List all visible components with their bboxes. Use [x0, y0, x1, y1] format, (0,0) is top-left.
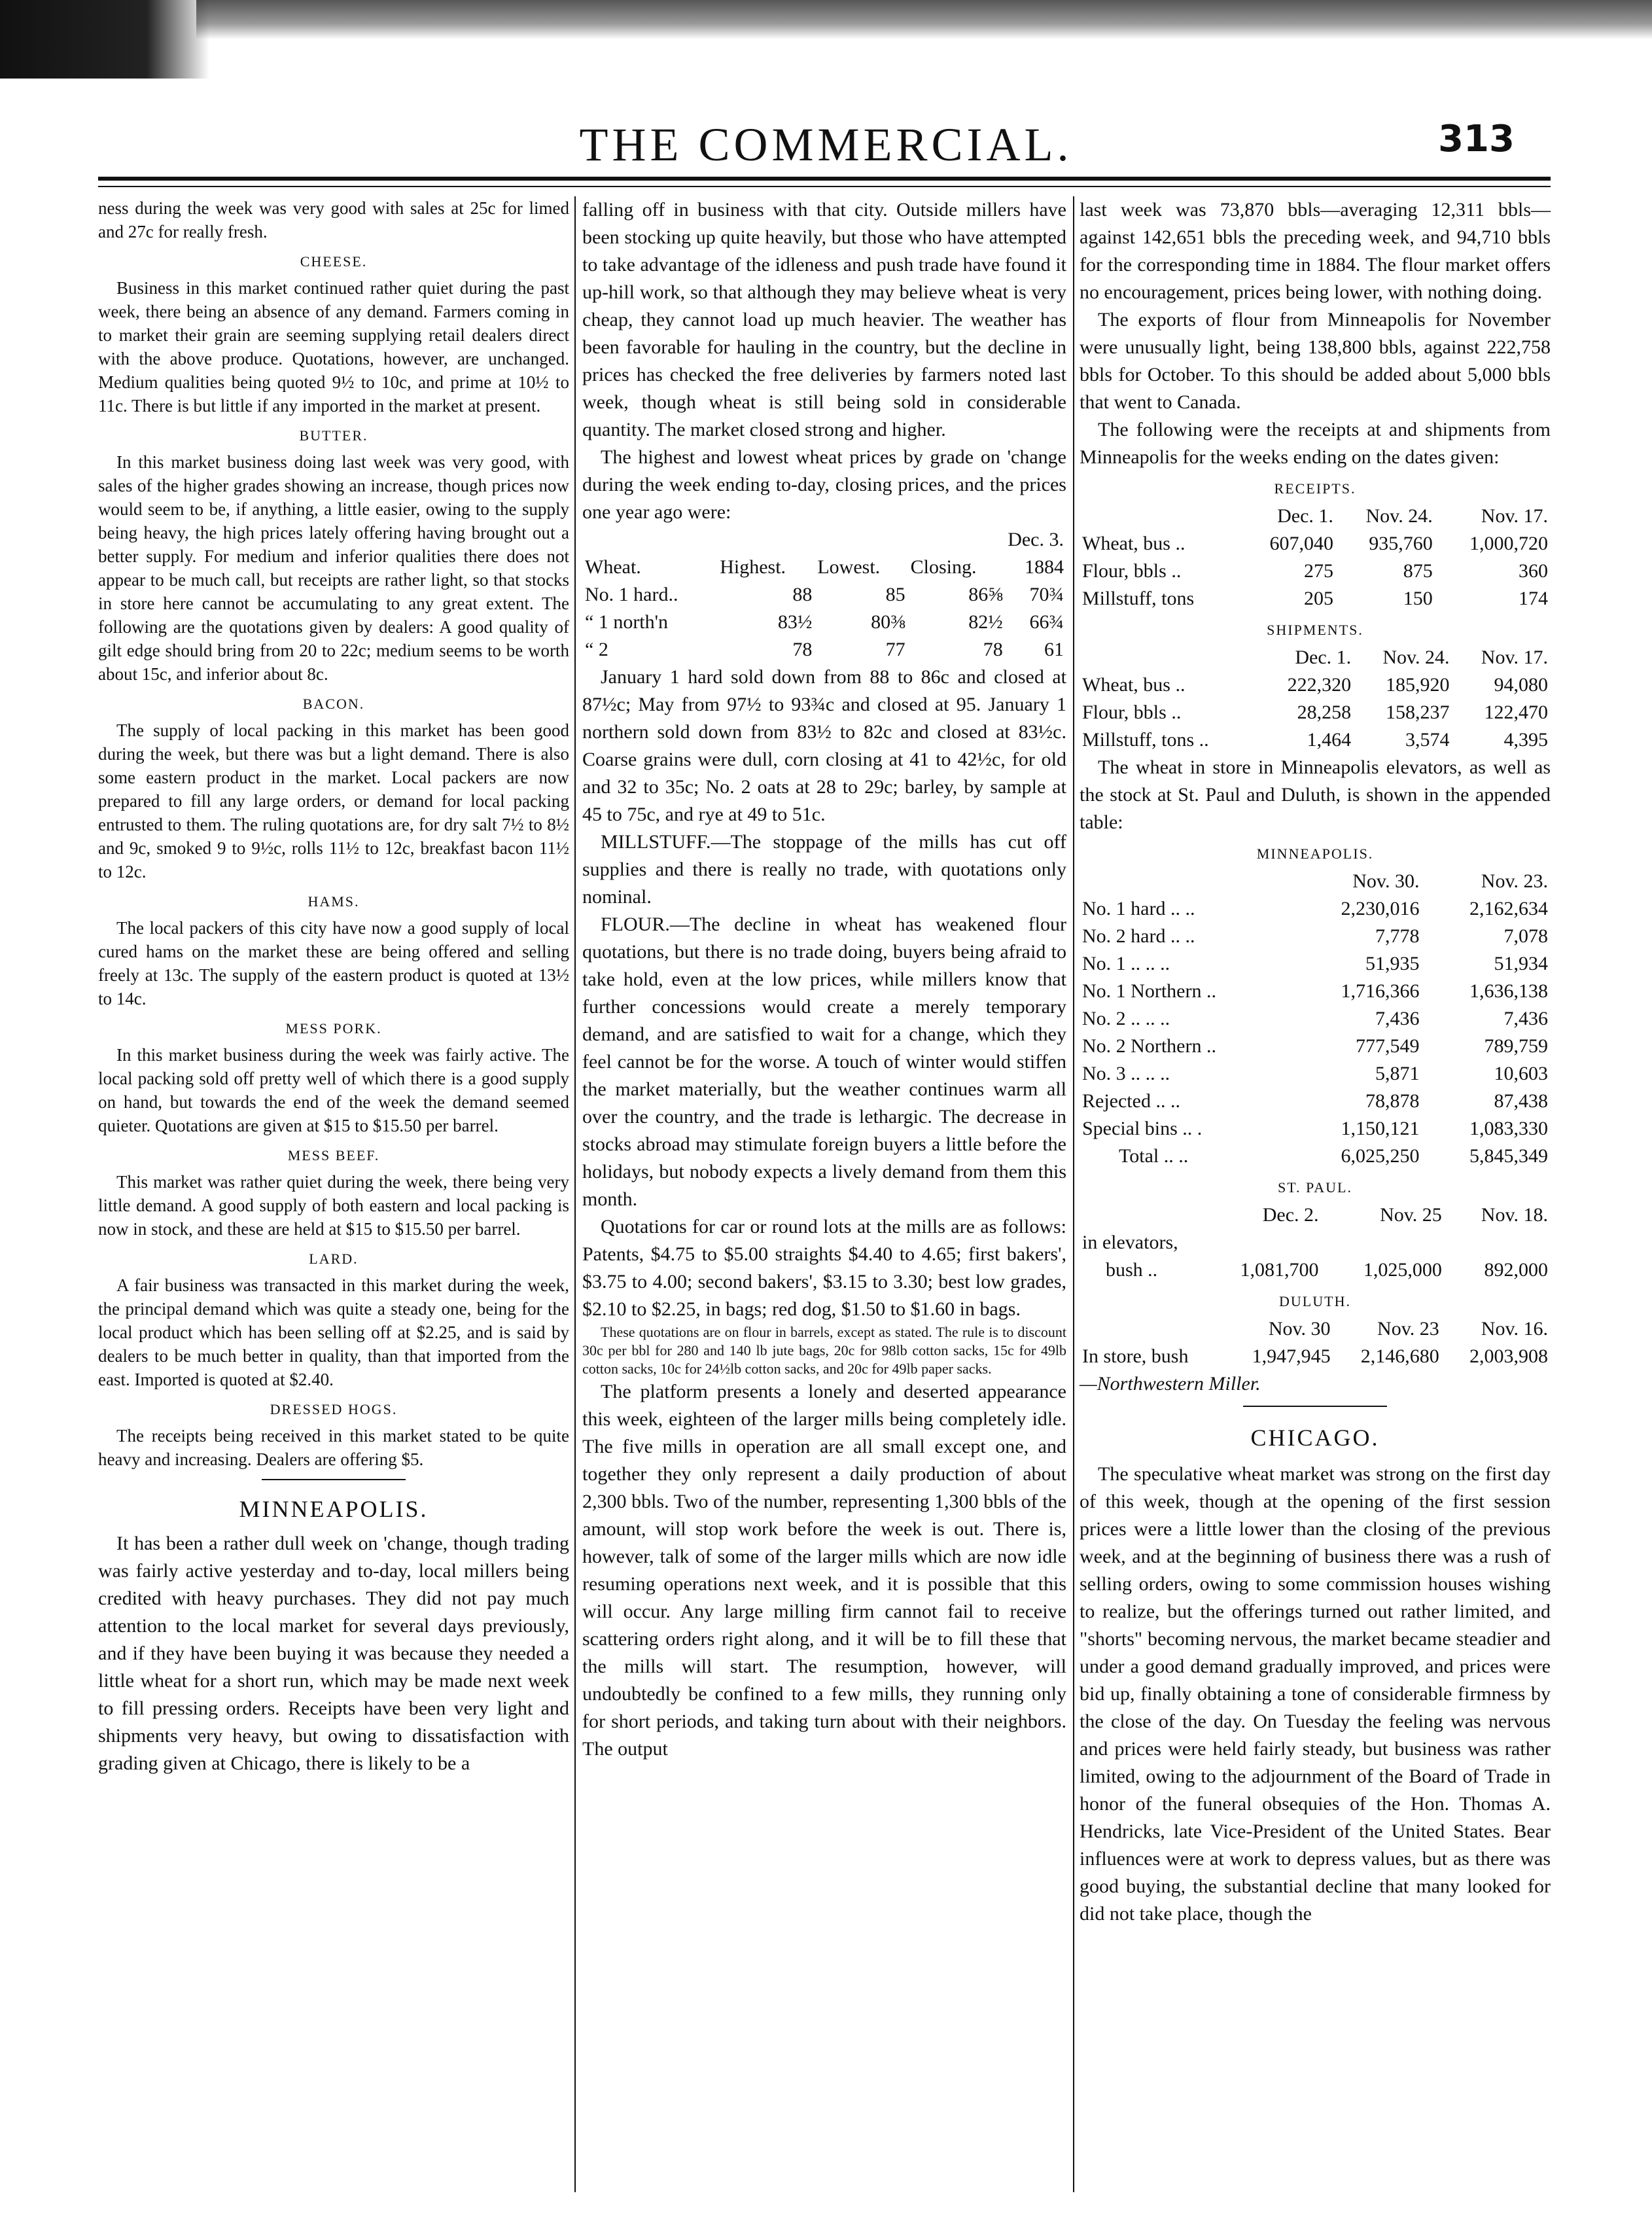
- paragraph: The highest and lowest wheat prices by grade on 'change during the week ending to-day, closing prices, and the prices one year ago were:: [582, 446, 1066, 523]
- section-rule: [262, 1479, 406, 1480]
- paragraph: It has been a rather dull week on 'change, though trading was fairly active yesterday and to-day, local millers being credited with heavy purchases. They did not pay much attention to the local market for several days previously, and if they have been buying it was because they needed a little wheat for a short run, which may be made next week to fill pressing orders. Receipts have been very light and shipments very heavy, but owing to dissatisfaction with grading given at Chicago, there is likely to be a: [98, 1533, 569, 1774]
- table-row: [1080, 699, 1551, 726]
- table-cell: 1,081,700: [1240, 1259, 1319, 1281]
- table-title: SHIPMENTS.: [1267, 622, 1363, 638]
- table-cell: 70¾: [1029, 584, 1064, 605]
- table-row: [1080, 585, 1551, 613]
- column-divider: [574, 196, 576, 2192]
- table-header: Nov. 30: [1268, 1318, 1331, 1340]
- table-cell: Wheat, bus ..: [1082, 533, 1186, 554]
- table-cell: 2,003,908: [1469, 1345, 1548, 1367]
- section-rule: [1243, 1406, 1387, 1407]
- header-rule-thin: [98, 186, 1551, 187]
- table-cell: “ 1 north'n: [585, 611, 669, 633]
- table-cell: 7,078: [1503, 925, 1548, 947]
- page-title: THE COMMERCIAL.: [579, 118, 1073, 171]
- paragraph: The speculative wheat market was strong on the first day of this week, though at the opening of the first session prices were a little lower than the closing of the previous week, and at the beginning of business there was a rush of selling orders, owing to some commission houses wishing to realize, but the offerings turned out rather limited, and "shorts" becoming nervous, the market became steadier and under a good demand gradually improved, and prices were bid up, finally obtaining a tone of considerable firmness by the close of the day. On Tuesday the feeling was nervous and prices were held fairly steady, but business was rather limited, owing to the adjournment of the Board of Trade in honor of the funeral obsequies of the Hon. Thomas A. Hendricks, late Vice-President of the United States. Bear influences were at work to depress values, but as there was good buying, the substantial decline that many looked for did not take place, though the: [1080, 1463, 1551, 1925]
- paragraph: The following were the receipts at and shipments from Minneapolis for the weeks ending on the dates given:: [1080, 419, 1551, 468]
- duluth-table: [1080, 1315, 1551, 1370]
- table-row: [1080, 1115, 1551, 1143]
- table-cell: “ 2: [585, 639, 608, 660]
- paragraph: This market was rather quiet during the week, there being very little demand. A good supply of both eastern and local packing is now in stock, and these are held at $15 to $15.50 per barrel.: [98, 1172, 569, 1239]
- table-cell: 1,000,720: [1469, 533, 1548, 554]
- table-cell: 66¾: [1029, 611, 1064, 633]
- page-number: 313: [1438, 118, 1515, 160]
- table-cell: No. 3 .. .. ..: [1082, 1063, 1170, 1084]
- table-header: Dec. 1.: [1295, 647, 1352, 668]
- receipts-table: [1080, 503, 1551, 613]
- table-cell: 1,947,945: [1252, 1345, 1331, 1367]
- table-cell: bush ..: [1106, 1259, 1158, 1281]
- table-cell: 1,716,366: [1341, 980, 1420, 1002]
- table-row: [582, 636, 1066, 664]
- section-heading: BUTTER.: [299, 427, 368, 444]
- column-divider: [1073, 196, 1074, 2192]
- table-cell: No. 1 .. .. ..: [1082, 953, 1170, 974]
- table-cell: Total .. ..: [1119, 1145, 1189, 1167]
- table-header: Nov. 24.: [1382, 647, 1450, 668]
- table-cell: No. 1 hard .. ..: [1082, 898, 1195, 919]
- section-heading: DRESSED HOGS.: [270, 1401, 398, 1417]
- table-header: Nov. 23: [1377, 1318, 1439, 1340]
- source-credit: —Northwestern Miller.: [1080, 1373, 1261, 1395]
- paragraph: January 1 hard sold down from 88 to 86c and closed at 87½c; May from 97½ to 93¾c and closed at 95. January 1 northern sold down from 83½ to 82c and closed at 83½c. Coarse grains were dull, corn closing at 41 to 42½c, for old and 32 to 35c; No. 2 oats at 28 to 29c; barley, by sample at 45 to 75c, and rye at 49 to 51c.: [582, 666, 1066, 825]
- table-cell: In store, bush: [1082, 1345, 1189, 1367]
- table-row: [1080, 1005, 1551, 1033]
- table-header: 1884: [1025, 556, 1064, 578]
- table-row: [1080, 1343, 1551, 1370]
- paragraph: FLOUR.—The decline in wheat has weakened flour quotations, but there is no trade doing, buyers being afraid to take hold, even at the low prices, while millers know that further concessions would create a merely temporary demand, and are satisfied to wait for a change, which they feel cannot be for the worse. A touch of winter would stiffen the market materially, but the weather continues warm all over the country, and the trade is lethargic. The decrease in stocks abroad may stimulate foreign buyers a little before the holidays, but nobody expects a lively demand from them this month.: [582, 914, 1066, 1210]
- table-cell: 2,230,016: [1341, 898, 1420, 919]
- table-cell: 892,000: [1484, 1259, 1548, 1281]
- table-cell: 87,438: [1494, 1090, 1548, 1112]
- table-cell: 5,845,349: [1469, 1145, 1548, 1167]
- table-cell: Flour, bbls ..: [1082, 702, 1182, 723]
- table-header: [1080, 644, 1259, 671]
- section-heading: LARD.: [309, 1251, 359, 1267]
- table-row: [1080, 1088, 1551, 1115]
- table-cell: 3,574: [1405, 729, 1450, 751]
- table-row: [582, 609, 1066, 636]
- column-2: [582, 196, 1066, 1763]
- table-cell: No. 2 hard .. ..: [1082, 925, 1195, 947]
- section-heading: MESS PORK.: [285, 1020, 382, 1037]
- table-header: Nov. 18.: [1481, 1204, 1548, 1226]
- table-header: Dec. 2.: [1262, 1204, 1319, 1226]
- paragraph: In this market business doing last week was very good, with sales of the higher grades showing an increase, though prices now would seem to be, if anything, a little easier, owing to the supply being heavy, the high prices lately offering having brought out a better supply. For medium and inferior qualities there does not appear to be much call, but receipts are rather light, so that stocks in store here cannot be accumulating to any great extent. The following are the quotations given by dealers: A good quality of gilt edge should bring from 20 to 22c; medium seems to be worth about 15c, and inferior about 8c.: [98, 452, 569, 684]
- table-cell: 122,470: [1484, 702, 1548, 723]
- table-row: [1080, 895, 1551, 923]
- section-heading-chicago: CHICAGO.: [1250, 1425, 1380, 1451]
- table-header: [1080, 1315, 1224, 1343]
- table-cell: 158,237: [1386, 702, 1450, 723]
- table-cell: 205: [1303, 588, 1333, 609]
- table-cell: 7,436: [1375, 1008, 1420, 1029]
- st-paul-table: [1080, 1201, 1551, 1284]
- table-cell: 1,636,138: [1469, 980, 1548, 1002]
- table-row: [1080, 950, 1551, 978]
- paragraph: A fair business was transacted in this market during the week, the principal demand which was quite a steady one, being for the local product which has been selling off at $2.25, and is said by dealers to be much better in quality, than that imported from the east. Imported is quoted at $2.40.: [98, 1275, 569, 1389]
- table-row: [1080, 1060, 1551, 1088]
- table-header: Nov. 25: [1380, 1204, 1442, 1226]
- table-header: [1080, 1201, 1198, 1229]
- section-heading: BACON.: [302, 696, 365, 712]
- table-cell: Wheat, bus ..: [1082, 674, 1186, 696]
- table-header: Closing.: [910, 556, 977, 578]
- paragraph: In this market business during the week was fairly active. The local packing sold off pretty well of which there is a good supply on hand, but towards the end of the week the demand seemed quieter. Quotations are given at $15 to $15.50 per barrel.: [98, 1045, 569, 1135]
- table-row: [1080, 671, 1551, 699]
- table-cell: 77: [885, 639, 905, 660]
- paragraph: ness during the week was very good with sales at 25c for limed and 27c for really fresh.: [98, 198, 569, 241]
- minneapolis-stock-table: [1080, 868, 1551, 1170]
- paragraph: The exports of flour from Minneapolis for November were unusually light, being 138,800 bbls, against 222,758 bbls for October. To this should be added about 5,000 bbls that went to Canada.: [1080, 309, 1551, 413]
- paragraph: Quotations for car or round lots at the mills are as follows: Patents, $4.75 to $5.00 straights $4.40 to 4.65; first bakers', $3.75 to 4.00; second bakers', $3.15 to 3.30; best low grades, $2.10 to $2.25, in bags; red dog, $1.50 to $1.60 in bags.: [582, 1216, 1066, 1320]
- table-row: [1080, 726, 1551, 754]
- table-cell: No. 1 Northern ..: [1082, 980, 1216, 1002]
- table-cell: 1,083,330: [1469, 1118, 1548, 1139]
- table-row: [582, 581, 1066, 609]
- table-header: [1080, 503, 1241, 530]
- paragraph: falling off in business with that city. Outside millers have been stocking up quite heavily, but those who have attempted to take advantage of the idleness and push trade have found it up-hill work, so that although they may believe wheat is very cheap, they cannot load up much heavier. The weather has been favorable for hauling in the country, but the decline in prices has checked the free deliveries by farmers noted last week, though wheat is still being sold in considerable quantity. The market closed strong and higher.: [582, 199, 1066, 440]
- paragraph: The receipts being received in this market stated to be quite heavy and increasing. Dealers are offering $5.: [98, 1426, 569, 1469]
- table-cell: 61: [1044, 639, 1064, 660]
- table-header: Wheat.: [585, 556, 641, 578]
- paragraph: The platform presents a lonely and deserted appearance this week, eighteen of the larger mills being completely idle. The five mills in operation are all small except one, and together they only represent a daily production of about 2,300 bbls. Two of the number, representing 1,300 bbls of the amount, will stop work before the week is out. There is, however, talk of some of the larger mills which are now idle resuming operations next week, and it is possible that this will occur. Any large milling firm cannot fail to receive scattering orders right along, and it will be to fill these that the mills will start. The resumption, however, will undoubtedly be confined to a few mills, they running only for short periods, and taking turn about with their neighbors. The output: [582, 1381, 1066, 1760]
- table-cell: 5,871: [1375, 1063, 1420, 1084]
- table-header: Nov. 17.: [1481, 505, 1548, 527]
- table-cell: 28,258: [1297, 702, 1352, 723]
- table-header: Lowest.: [817, 556, 881, 578]
- table-cell: 7,778: [1375, 925, 1420, 947]
- table-cell: Rejected .. ..: [1082, 1090, 1180, 1112]
- table-cell: 4,395: [1503, 729, 1548, 751]
- table-cell: 6,025,250: [1341, 1145, 1420, 1167]
- section-heading: CHEESE.: [300, 253, 368, 270]
- table-cell: 78: [792, 639, 813, 660]
- footnote: These quotations are on flour in barrels, except as stated. The rule is to discount 30c per bbl for 280 and 140 lb jute bags, 20c for 98lb cotton sacks, 15c for 49lb cotton sacks, 10c for 24½lb cotton sacks, and 20c for 49lb paper sacks.: [582, 1324, 1066, 1377]
- table-cell: No. 2 .. .. ..: [1082, 1008, 1170, 1029]
- table-cell: in elevators,: [1082, 1232, 1178, 1253]
- table-cell: 174: [1519, 588, 1548, 609]
- table-cell: 789,759: [1484, 1035, 1548, 1057]
- table-cell: 360: [1519, 560, 1548, 582]
- table-header: Nov. 16.: [1481, 1318, 1548, 1340]
- table-cell: 88: [792, 584, 813, 605]
- shipments-table: [1080, 644, 1551, 754]
- column-1: [98, 196, 569, 1777]
- table-cell: 86⅝: [968, 584, 1003, 605]
- scan-top-shadow: [196, 0, 1652, 39]
- table-cell: Flour, bbls ..: [1082, 560, 1182, 582]
- paragraph: The supply of local packing in this market has been good during the week, but there was but a light demand. There is also some eastern product in the market. Local packers are now prepared to fill any large orders, or demand for local packing entrusted to them. The ruling quotations are, for dry salt 7½ to 8½ and 9c, smoked 9 to 9½c, rolls 11½ to 12c, breakfast bacon 11½ to 12c.: [98, 720, 569, 881]
- section-heading: HAMS.: [308, 893, 360, 910]
- table-cell: Special bins .. .: [1082, 1118, 1203, 1139]
- table-total-row: [1080, 1143, 1551, 1170]
- table-cell: 2,162,634: [1469, 898, 1548, 919]
- table-cell: 2,146,680: [1360, 1345, 1439, 1367]
- table-cell: No. 2 Northern ..: [1082, 1035, 1216, 1057]
- section-heading: MESS BEEF.: [287, 1147, 380, 1164]
- paragraph: MILLSTUFF.—The stoppage of the mills has cut off supplies and there is really no trade, with quotations only nominal.: [582, 831, 1066, 908]
- table-row: [1080, 923, 1551, 950]
- table-cell: 82½: [968, 611, 1003, 633]
- table-cell: 7,436: [1503, 1008, 1548, 1029]
- table-cell: 935,760: [1369, 533, 1433, 554]
- table-cell: 1,464: [1307, 729, 1352, 751]
- page-header: [0, 98, 1652, 170]
- table-row: [1080, 1033, 1551, 1060]
- table-title: MINNEAPOLIS.: [1256, 845, 1374, 862]
- table-header: Highest.: [720, 556, 786, 578]
- wheat-price-table: [582, 526, 1066, 664]
- table-header: Dec. 1.: [1277, 505, 1333, 527]
- table-cell: 275: [1303, 560, 1333, 582]
- paragraph: Business in this market continued rather quiet during the past week, there being an absence of any demand. Farmers coming in to market their grain are seeming supplying retail dealers direct with the above produce. Quotations, however, are unchanged. Medium qualities being quoted 9½ to 10c, and prime at 10½ to 11c. There is but little if any imported in the market at present.: [98, 278, 569, 416]
- paragraph: last week was 73,870 bbls—averaging 12,311 bbls—against 142,651 bbls the preceding week, and 94,710 bbls for the corresponding time in 1884. The flour market offers no encouragement, prices being lower, with nothing doing.: [1080, 199, 1551, 303]
- table-cell: 150: [1403, 588, 1433, 609]
- table-cell: Millstuff, tons: [1082, 588, 1195, 609]
- table-cell: 94,080: [1494, 674, 1548, 696]
- table-header: Nov. 17.: [1481, 647, 1548, 668]
- table-row: [1080, 558, 1551, 585]
- table-title: ST. PAUL.: [1278, 1179, 1352, 1196]
- table-cell: 51,934: [1494, 953, 1548, 974]
- table-header: [1080, 868, 1293, 895]
- table-cell: Millstuff, tons ..: [1082, 729, 1209, 751]
- table-title: DULUTH.: [1279, 1293, 1351, 1309]
- column-3: [1080, 196, 1551, 1928]
- table-cell: 10,603: [1494, 1063, 1548, 1084]
- table-cell: 85: [885, 584, 905, 605]
- table-cell: 78,878: [1365, 1090, 1420, 1112]
- table-cell: 78: [983, 639, 1003, 660]
- table-header: Nov. 23.: [1481, 870, 1548, 892]
- paragraph: The wheat in store in Minneapolis elevators, as well as the stock at St. Paul and Duluth, is shown in the appended table:: [1080, 756, 1551, 833]
- table-cell: 777,549: [1355, 1035, 1420, 1057]
- table-cell: 80⅜: [871, 611, 905, 633]
- table-header: Nov. 24.: [1365, 505, 1433, 527]
- table-cell: 51,935: [1365, 953, 1420, 974]
- table-row: [1080, 530, 1551, 558]
- paragraph: The local packers of this city have now a good supply of local cured hams on the market these are being offered and selling freely at 13c. The supply of the eastern product is quoted at 13½ to 14c.: [98, 918, 569, 1008]
- table-cell: 1,150,121: [1341, 1118, 1420, 1139]
- table-cell: 1,025,000: [1363, 1259, 1442, 1281]
- table-cell: 185,920: [1386, 674, 1450, 696]
- table-row: [1080, 978, 1551, 1005]
- table-cell: 607,040: [1269, 533, 1333, 554]
- table-cell: 83½: [777, 611, 813, 633]
- header-rule: [98, 177, 1551, 181]
- table-date: Dec. 3.: [1008, 529, 1064, 550]
- table-row: [1080, 1256, 1551, 1284]
- section-heading-minneapolis: MINNEAPOLIS.: [239, 1496, 429, 1522]
- scan-corner-shadow: [0, 0, 209, 79]
- table-cell: 875: [1403, 560, 1433, 582]
- table-title: RECEIPTS.: [1274, 480, 1356, 497]
- table-cell: 222,320: [1287, 674, 1352, 696]
- table-cell: No. 1 hard..: [585, 584, 678, 605]
- table-header: Nov. 30.: [1352, 870, 1420, 892]
